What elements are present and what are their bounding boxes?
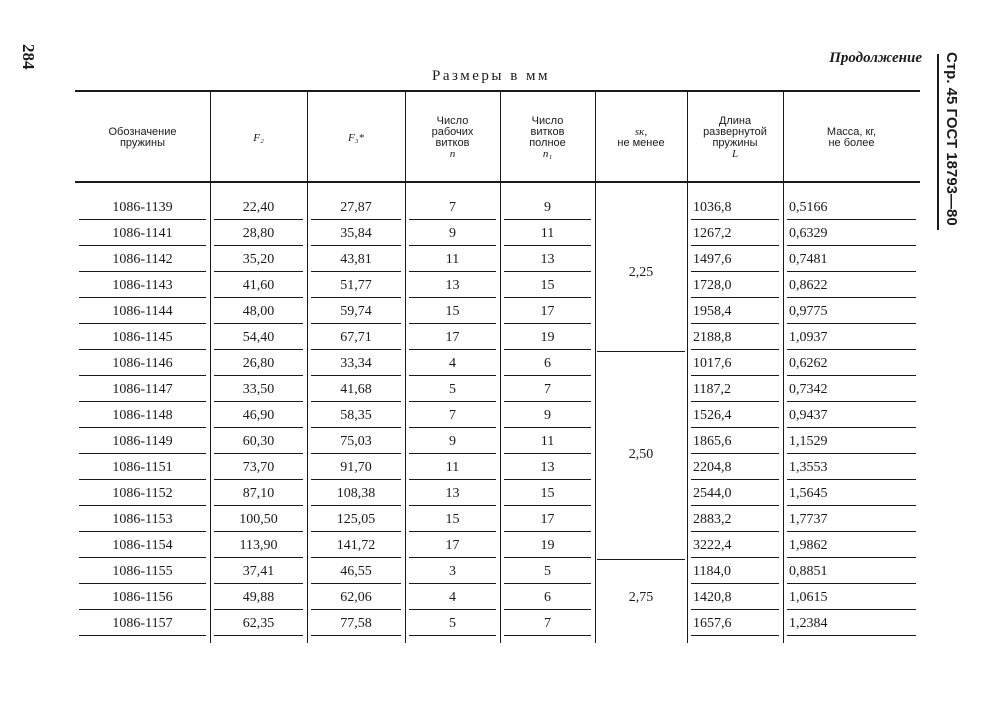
header-text: пружины	[119, 137, 166, 149]
cell-length: 1017,6	[693, 356, 732, 371]
row-underline	[214, 297, 303, 298]
row-underline	[787, 531, 916, 532]
row-underline	[79, 427, 206, 428]
cell-n: 4	[449, 590, 456, 605]
cell-designation: 1086-1142	[112, 252, 173, 267]
row-underline	[504, 323, 591, 324]
table-row	[75, 195, 920, 221]
cell-f2: 46,90	[242, 408, 275, 423]
row-underline	[504, 635, 591, 636]
header-text: не более	[828, 137, 875, 149]
cell-mass: 1,7737	[789, 512, 828, 527]
row-underline	[311, 427, 401, 428]
row-underline	[504, 531, 591, 532]
cell-f3: 67,71	[340, 330, 372, 345]
cell-n: 7	[449, 408, 456, 423]
header-text: Обозначение	[108, 126, 177, 138]
row-underline	[311, 557, 401, 558]
cell-f2: 28,80	[242, 226, 275, 241]
header-text: витков	[530, 126, 565, 138]
row-underline	[409, 297, 496, 298]
column-header-7	[783, 96, 920, 180]
row-underline	[691, 271, 779, 272]
header-text: Масса, кг,	[826, 126, 877, 138]
cell-f3: 46,55	[340, 564, 372, 579]
row-underline	[409, 479, 496, 480]
cell-n: 11	[445, 460, 460, 475]
row-underline	[79, 505, 206, 506]
cell-f3: 51,77	[340, 278, 372, 293]
table-row	[75, 299, 920, 325]
cell-f2: 33,50	[242, 382, 275, 397]
cell-n1: 11	[540, 226, 555, 241]
cell-n1: 15	[540, 486, 555, 501]
table-top-rule	[75, 90, 920, 92]
row-underline	[787, 375, 916, 376]
cell-n1: 19	[540, 330, 555, 345]
row-underline	[311, 297, 401, 298]
row-underline	[214, 479, 303, 480]
row-underline	[504, 583, 591, 584]
row-underline	[214, 375, 303, 376]
cell-length: 1267,2	[693, 226, 732, 241]
cell-mass: 1,1529	[789, 434, 828, 449]
row-underline	[787, 453, 916, 454]
table-row	[75, 507, 920, 533]
cell-f3: 35,84	[340, 226, 372, 241]
cell-n: 5	[449, 616, 456, 631]
row-underline	[504, 375, 591, 376]
cell-designation: 1086-1147	[112, 382, 173, 397]
row-underline	[409, 401, 496, 402]
cell-n1: 13	[540, 460, 555, 475]
cell-mass: 1,2384	[789, 616, 828, 631]
row-underline	[214, 609, 303, 610]
row-underline	[409, 375, 496, 376]
cell-f2: 54,40	[242, 330, 275, 345]
row-underline	[409, 453, 496, 454]
row-underline	[409, 557, 496, 558]
row-underline	[409, 427, 496, 428]
row-underline	[311, 245, 401, 246]
row-underline	[787, 323, 916, 324]
cell-f2: 48,00	[242, 304, 275, 319]
cell-mass: 1,5645	[789, 486, 828, 501]
row-underline	[79, 349, 206, 350]
row-underline	[311, 375, 401, 376]
row-underline	[214, 635, 303, 636]
row-underline	[311, 349, 401, 350]
cell-length: 1184,0	[693, 564, 731, 579]
cell-length: 1187,2	[693, 382, 731, 397]
row-underline	[787, 609, 916, 610]
cell-length: 2188,8	[693, 330, 732, 345]
row-underline	[311, 453, 401, 454]
cell-f3: 59,74	[340, 304, 372, 319]
row-underline	[691, 505, 779, 506]
cell-length: 1036,8	[693, 200, 732, 215]
cell-f2: 41,60	[242, 278, 275, 293]
row-underline	[214, 401, 303, 402]
header-symbol: n	[449, 148, 456, 160]
cell-mass: 0,7342	[789, 382, 828, 397]
cell-designation: 1086-1155	[112, 564, 173, 579]
row-underline	[409, 505, 496, 506]
sk-group-value: 2,75	[628, 590, 654, 605]
column-header-2	[307, 96, 405, 180]
cell-n1: 17	[540, 304, 555, 319]
row-underline	[409, 531, 496, 532]
gost-label: Стр. 45 ГОСТ 18793—80	[943, 52, 960, 226]
row-underline	[504, 349, 591, 350]
row-underline	[409, 609, 496, 610]
table-row	[75, 455, 920, 481]
column-header-1	[210, 96, 307, 180]
table-row	[75, 247, 920, 273]
cell-f2: 22,40	[242, 200, 275, 215]
sk-group-value: 2,25	[628, 265, 654, 280]
cell-n: 13	[445, 278, 460, 293]
row-underline	[79, 245, 206, 246]
column-header-3	[405, 96, 500, 180]
column-header-5	[595, 96, 687, 180]
sk-group-divider	[597, 559, 685, 560]
row-underline	[79, 609, 206, 610]
row-underline	[787, 245, 916, 246]
row-underline	[787, 635, 916, 636]
row-underline	[79, 297, 206, 298]
cell-mass: 1,9862	[789, 538, 828, 553]
row-underline	[79, 557, 206, 558]
row-underline	[79, 531, 206, 532]
cell-f3: 43,81	[340, 252, 372, 267]
row-underline	[214, 349, 303, 350]
page-number: 284	[19, 44, 38, 70]
header-symbol: L	[731, 148, 739, 160]
row-underline	[409, 323, 496, 324]
row-underline	[787, 505, 916, 506]
row-underline	[691, 297, 779, 298]
row-underline	[691, 219, 779, 220]
cell-n1: 6	[544, 590, 551, 605]
header-text: Длина	[718, 115, 752, 127]
cell-designation: 1086-1143	[112, 278, 173, 293]
cell-designation: 1086-1152	[112, 486, 173, 501]
table-row	[75, 221, 920, 247]
cell-f3: 141,72	[336, 538, 376, 553]
cell-n: 11	[445, 252, 460, 267]
cell-mass: 1,0937	[789, 330, 828, 345]
cell-n1: 7	[544, 616, 551, 631]
header-symbol: sк,	[634, 126, 648, 138]
cell-f3: 75,03	[340, 434, 372, 449]
cell-f3: 33,34	[340, 356, 372, 371]
cell-n: 7	[449, 200, 456, 215]
column-header-6	[687, 96, 783, 180]
header-symbol: F₂	[253, 131, 264, 144]
table-row	[75, 429, 920, 455]
cell-n1: 19	[540, 538, 555, 553]
row-underline	[787, 427, 916, 428]
cell-mass: 0,6329	[789, 226, 828, 241]
row-underline	[311, 401, 401, 402]
cell-designation: 1086-1139	[112, 200, 173, 215]
table-row	[75, 403, 920, 429]
gost-rule	[937, 54, 939, 230]
cell-n1: 11	[540, 434, 555, 449]
row-underline	[691, 453, 779, 454]
cell-n1: 17	[540, 512, 555, 527]
row-underline	[79, 219, 206, 220]
cell-f2: 73,70	[242, 460, 275, 475]
row-underline	[79, 323, 206, 324]
column-header-0	[75, 96, 210, 180]
cell-n1: 15	[540, 278, 555, 293]
row-underline	[79, 479, 206, 480]
header-text: витков	[435, 137, 470, 149]
cell-length: 1958,4	[693, 304, 732, 319]
row-underline	[311, 531, 401, 532]
row-underline	[504, 297, 591, 298]
row-underline	[787, 297, 916, 298]
row-underline	[409, 271, 496, 272]
table-row	[75, 377, 920, 403]
row-underline	[311, 271, 401, 272]
cell-n: 9	[449, 434, 456, 449]
row-underline	[504, 427, 591, 428]
row-underline	[79, 375, 206, 376]
cell-f3: 58,35	[340, 408, 372, 423]
continuation-label: Продолжение	[829, 50, 922, 66]
cell-mass: 0,8622	[789, 278, 828, 293]
cell-length: 1728,0	[693, 278, 732, 293]
cell-designation: 1086-1154	[112, 538, 173, 553]
row-underline	[79, 635, 206, 636]
row-underline	[311, 219, 401, 220]
cell-length: 1865,6	[693, 434, 732, 449]
cell-f2: 113,90	[239, 538, 278, 553]
cell-n1: 9	[544, 200, 551, 215]
row-underline	[691, 349, 779, 350]
cell-designation: 1086-1153	[112, 512, 173, 527]
table-head-rule	[75, 181, 920, 183]
row-underline	[504, 453, 591, 454]
column-header-4	[500, 96, 595, 180]
cell-f2: 60,30	[242, 434, 275, 449]
cell-n1: 5	[544, 564, 551, 579]
header-text: Число	[531, 115, 564, 127]
cell-length: 1526,4	[693, 408, 732, 423]
header-symbol: n₁	[542, 148, 553, 160]
cell-f2: 26,80	[242, 356, 275, 371]
row-underline	[691, 245, 779, 246]
cell-n: 15	[445, 304, 460, 319]
cell-length: 2204,8	[693, 460, 732, 475]
row-underline	[504, 479, 591, 480]
row-underline	[311, 323, 401, 324]
header-text: рабочих	[431, 126, 474, 138]
cell-n: 4	[449, 356, 456, 371]
row-underline	[691, 375, 779, 376]
row-underline	[214, 323, 303, 324]
row-underline	[787, 557, 916, 558]
cell-n: 13	[445, 486, 460, 501]
cell-mass: 0,6262	[789, 356, 828, 371]
row-underline	[409, 349, 496, 350]
row-underline	[691, 583, 779, 584]
row-underline	[79, 453, 206, 454]
cell-mass: 0,5166	[789, 200, 828, 215]
cell-designation: 1086-1148	[112, 408, 173, 423]
units-subheader: Размеры в мм	[432, 68, 551, 84]
row-underline	[691, 427, 779, 428]
row-underline	[214, 219, 303, 220]
cell-length: 1657,6	[693, 616, 732, 631]
cell-f3: 41,68	[340, 382, 372, 397]
cell-n: 5	[449, 382, 456, 397]
cell-mass: 0,9437	[789, 408, 828, 423]
table-row	[75, 273, 920, 299]
cell-n: 17	[445, 538, 460, 553]
table-row	[75, 351, 920, 377]
cell-f2: 37,41	[242, 564, 275, 579]
table-row	[75, 481, 920, 507]
row-underline	[214, 557, 303, 558]
row-underline	[691, 401, 779, 402]
row-underline	[214, 245, 303, 246]
row-underline	[691, 609, 779, 610]
cell-designation: 1086-1145	[112, 330, 173, 345]
cell-length: 1497,6	[693, 252, 732, 267]
table-row	[75, 325, 920, 351]
cell-designation: 1086-1156	[112, 590, 173, 605]
cell-mass: 0,9775	[789, 304, 828, 319]
cell-mass: 1,0615	[789, 590, 828, 605]
row-underline	[311, 479, 401, 480]
table-row	[75, 585, 920, 611]
cell-n1: 9	[544, 408, 551, 423]
cell-f2: 87,10	[242, 486, 275, 501]
header-text: Число	[436, 115, 469, 127]
cell-f3: 62,06	[340, 590, 372, 605]
row-underline	[787, 219, 916, 220]
table-row	[75, 611, 920, 637]
row-underline	[311, 505, 401, 506]
row-underline	[691, 557, 779, 558]
cell-n: 17	[445, 330, 460, 345]
row-underline	[504, 557, 591, 558]
cell-designation: 1086-1146	[112, 356, 173, 371]
header-text: полное	[529, 137, 566, 149]
header-symbol: F₃*	[347, 131, 365, 144]
cell-length: 2544,0	[693, 486, 732, 501]
cell-designation: 1086-1144	[112, 304, 173, 319]
cell-length: 2883,2	[693, 512, 732, 527]
cell-f2: 62,35	[242, 616, 275, 631]
cell-mass: 0,7481	[789, 252, 828, 267]
row-underline	[504, 219, 591, 220]
cell-f3: 27,87	[340, 200, 372, 215]
row-underline	[691, 635, 779, 636]
row-underline	[79, 583, 206, 584]
row-underline	[214, 427, 303, 428]
row-underline	[691, 479, 779, 480]
cell-f3: 108,38	[336, 486, 376, 501]
row-underline	[311, 609, 401, 610]
cell-f2: 35,20	[242, 252, 275, 267]
cell-f3: 91,70	[340, 460, 372, 475]
row-underline	[79, 271, 206, 272]
table-row	[75, 559, 920, 585]
row-underline	[504, 401, 591, 402]
cell-mass: 0,8851	[789, 564, 828, 579]
row-underline	[409, 219, 496, 220]
row-underline	[214, 505, 303, 506]
row-underline	[311, 583, 401, 584]
row-underline	[787, 479, 916, 480]
sk-group-value: 2,50	[628, 447, 654, 462]
cell-mass: 1,3553	[789, 460, 828, 475]
row-underline	[214, 583, 303, 584]
row-underline	[504, 245, 591, 246]
cell-length: 1420,8	[693, 590, 732, 605]
cell-n1: 13	[540, 252, 555, 267]
row-underline	[787, 401, 916, 402]
cell-n: 15	[445, 512, 460, 527]
cell-designation: 1086-1141	[112, 226, 173, 241]
row-underline	[504, 271, 591, 272]
row-underline	[409, 583, 496, 584]
row-underline	[787, 583, 916, 584]
cell-f3: 77,58	[340, 616, 372, 631]
cell-n1: 6	[544, 356, 551, 371]
row-underline	[691, 531, 779, 532]
row-underline	[691, 323, 779, 324]
cell-n: 9	[449, 226, 456, 241]
row-underline	[787, 271, 916, 272]
table-row	[75, 533, 920, 559]
cell-f2: 100,50	[239, 512, 278, 527]
cell-f2: 49,88	[242, 590, 275, 605]
row-underline	[409, 635, 496, 636]
row-underline	[214, 531, 303, 532]
row-underline	[504, 609, 591, 610]
header-text: развернутой	[703, 126, 767, 138]
row-underline	[409, 245, 496, 246]
cell-designation: 1086-1149	[112, 434, 173, 449]
cell-length: 3222,4	[693, 538, 732, 553]
cell-designation: 1086-1151	[112, 460, 173, 475]
cell-n1: 7	[544, 382, 551, 397]
row-underline	[787, 349, 916, 350]
sk-group-divider	[597, 351, 685, 352]
cell-n: 3	[449, 564, 456, 579]
cell-designation: 1086-1157	[112, 616, 173, 631]
row-underline	[311, 635, 401, 636]
row-underline	[214, 271, 303, 272]
row-underline	[504, 505, 591, 506]
header-text: не менее	[617, 137, 665, 149]
cell-f3: 125,05	[336, 512, 376, 527]
header-text: пружины	[712, 137, 758, 149]
row-underline	[214, 453, 303, 454]
row-underline	[79, 401, 206, 402]
